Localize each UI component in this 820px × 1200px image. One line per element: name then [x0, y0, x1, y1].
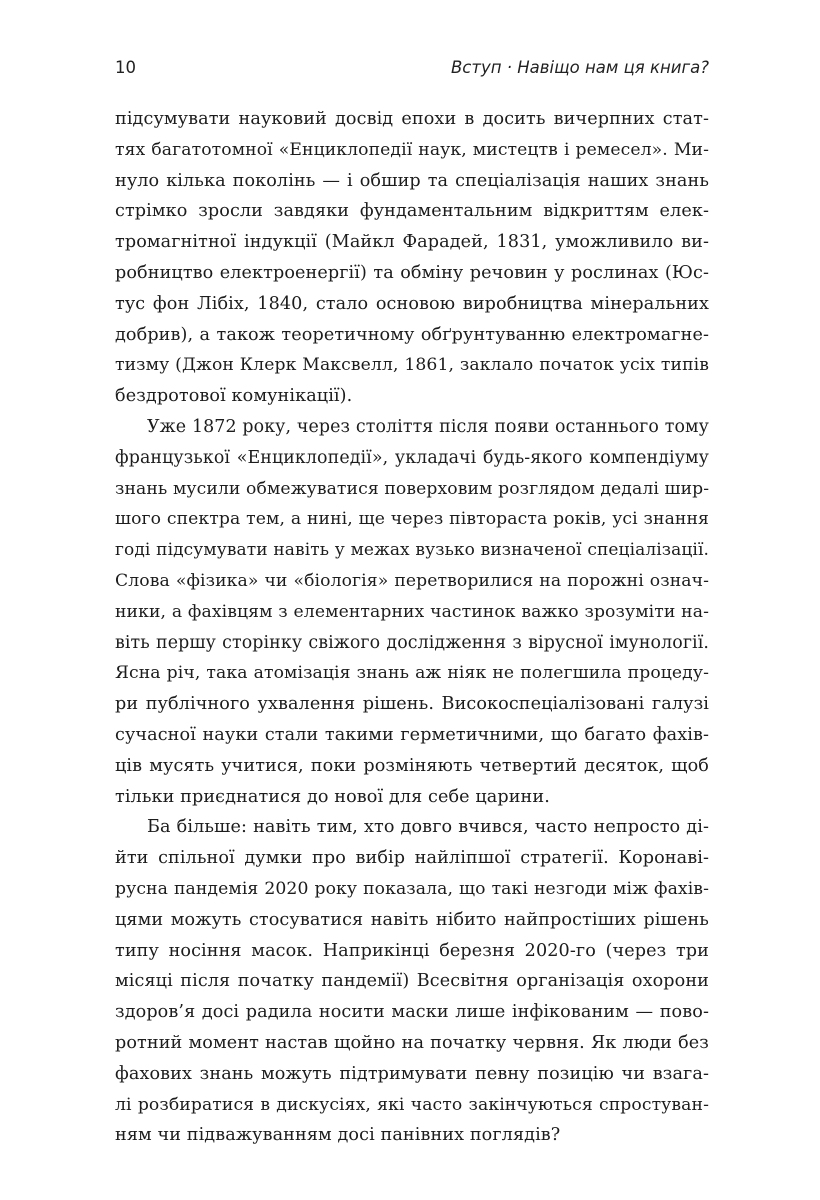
- text-line: Слова «фізика» чи «біологія» перетворилися на порожні означ-: [115, 570, 709, 591]
- text-line: підсумувати науковий досвід епохи в досить вичерпних стат-: [115, 109, 709, 129]
- text-line: стрімко зросли завдяки фундаментальним відкриттям елек-: [115, 201, 709, 222]
- paragraph: [115, 412, 709, 812]
- body-text: [115, 104, 709, 1151]
- text-line: Ясна річ, така атомізація знань аж ніяк не полегшила процеду-: [115, 663, 709, 684]
- text-line: тизму (Джон Клерк Максвелл, 1861, заклало початок усіх типів: [115, 355, 709, 376]
- text-line: тях багатотомної «Енциклопедії наук, мистецтв і ремесел». Ми-: [115, 139, 709, 160]
- page-number: 10: [115, 58, 136, 77]
- text-line: Уже 1872 року, через століття після появи останнього тому: [147, 416, 709, 437]
- text-line: русна пандемія 2020 року показала, що такі незгоди між фахів-: [115, 878, 709, 899]
- text-line: тромагнітної індукції (Майкл Фарадей, 1831, уможливило ви-: [115, 232, 709, 253]
- text-line: ців мусять учитися, поки розміняють четвертий десяток, щоб: [115, 755, 709, 776]
- text-line: здоров’я досі радила носити маски лише інфікованим — пово-: [115, 1002, 709, 1023]
- text-line: нуло кілька поколінь — і обшир та спеціалізація наших знань: [115, 170, 709, 191]
- text-line: сучасної науки стали такими герметичними, що багато фахів-: [115, 724, 709, 745]
- text-line: шого спектра тем, а нині, ще через півтораста років, усі знання: [115, 509, 709, 530]
- running-head: [115, 58, 709, 88]
- text-line: місяці після початку пандемії) Всесвітня організація охорони: [115, 971, 709, 992]
- text-line: французької «Енциклопедії», укладачі будь-якого компендіуму: [115, 447, 709, 468]
- text-line: годі підсумувати навіть у межах вузько визначеної спеціалізації.: [115, 540, 709, 561]
- text-line: добрив), а також теоретичному обґрунтуванню електромагне-: [115, 324, 709, 345]
- text-line: віть першу сторінку свіжого дослідження з вірусної імунології.: [115, 632, 709, 653]
- paragraph: [115, 812, 709, 1151]
- text-line: ри публічного ухвалення рішень. Високоспеціалізовані галузі: [115, 694, 709, 715]
- text-line: ротний момент настав щойно на початку червня. Як люди без: [115, 1032, 709, 1053]
- text-line: бездротової комунікації).: [115, 386, 353, 407]
- text-line: знань мусили обмежуватися поверховим розглядом дедалі шир-: [115, 478, 710, 499]
- text-line: тус фон Лібіх, 1840, стало основою виробництва мінеральних: [115, 293, 709, 314]
- running-title: Вступ · Навіщо нам ця книга?: [450, 58, 709, 77]
- text-line: робництво електроенергії) та обміну речовин у рослинах (Юс-: [115, 262, 709, 283]
- text-line: фахових знань можуть підтримувати певну позицію чи взага-: [115, 1063, 709, 1084]
- paragraph: [115, 104, 709, 412]
- text-line: лі розбиратися в дискусіях, які часто закінчуються спростуван-: [115, 1094, 709, 1115]
- text-line: типу носіння масок. Наприкінці березня 2020-го (через три: [115, 940, 709, 961]
- text-line: тільки приєднатися до нової для себе царини.: [115, 786, 550, 807]
- text-line: ням чи підважуванням досі панівних поглядів?: [115, 1125, 561, 1146]
- text-line: йти спільної думки про вибір найліпшої стратегії. Коронаві-: [115, 848, 709, 869]
- text-line: ники, а фахівцям з елементарних частинок важко зрозуміти на-: [115, 601, 709, 622]
- text-line: Ба більше: навіть тим, хто довго вчився, часто непросто ді-: [147, 817, 709, 838]
- text-line: цями можуть стосуватися навіть нібито найпростіших рішень: [115, 909, 709, 930]
